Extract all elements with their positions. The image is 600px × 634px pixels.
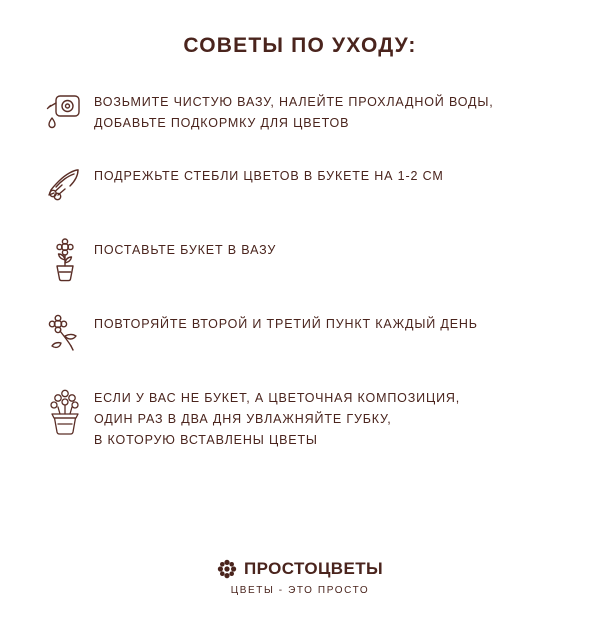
- flower-in-vase-icon: [36, 236, 94, 286]
- list-item: [0, 236, 600, 290]
- tip-text: [94, 236, 276, 261]
- care-tips-page: [0, 34, 600, 634]
- flower-logo-icon: [217, 559, 237, 579]
- watering-can-drop-icon: [36, 88, 94, 134]
- tip-line: ЕСЛИ У ВАС НЕ БУКЕТ, А ЦВЕТОЧНАЯ КОМПОЗИЦИЯ,: [94, 391, 461, 405]
- list-item: [0, 88, 600, 142]
- tip-line: ДОБАВЬТЕ ПОДКОРМКУ ДЛЯ ЦВЕТОВ: [94, 116, 350, 130]
- pruning-shears-icon: [36, 162, 94, 204]
- list-item: [0, 384, 600, 451]
- tip-line: ПОДРЕЖЬТЕ СТЕБЛИ ЦВЕТОВ В БУКЕТЕ НА 1-2 СМ: [94, 169, 444, 183]
- tip-line: ОДИН РАЗ В ДВА ДНЯ УВЛАЖНЯЙТЕ ГУБКУ,: [94, 412, 392, 426]
- tip-text: [94, 88, 494, 134]
- flower-pot-arrangement-icon: [36, 384, 94, 440]
- list-item: [0, 310, 600, 364]
- tip-text: [94, 384, 460, 451]
- brand-tagline: ЦВЕТЫ - ЭТО ПРОСТО: [230, 585, 370, 596]
- tip-line: ПОВТОРЯЙТЕ ВТОРОЙ И ТРЕТИЙ ПУНКТ КАЖДЫЙ ДЕНЬ: [94, 317, 478, 331]
- tip-text: [94, 162, 444, 187]
- flower-leaves-icon: [36, 310, 94, 356]
- tip-line: В КОТОРУЮ ВСТАВЛЕНЫ ЦВЕТЫ: [94, 433, 318, 447]
- tip-line: ВОЗЬМИТЕ ЧИСТУЮ ВАЗУ, НАЛЕЙТЕ ПРОХЛАДНОЙ ВОДЫ,: [94, 95, 494, 109]
- footer: [0, 559, 600, 596]
- tips-list: [0, 88, 600, 451]
- page-title: СОВЕТЫ ПО УХОДУ:: [183, 34, 417, 57]
- tip-line: ПОСТАВЬТЕ БУКЕТ В ВАЗУ: [94, 243, 277, 257]
- tip-text: [94, 310, 478, 335]
- brand-row: [0, 559, 600, 579]
- list-item: [0, 162, 600, 216]
- brand-name: ПРОСТОЦВЕТЫ: [243, 559, 384, 578]
